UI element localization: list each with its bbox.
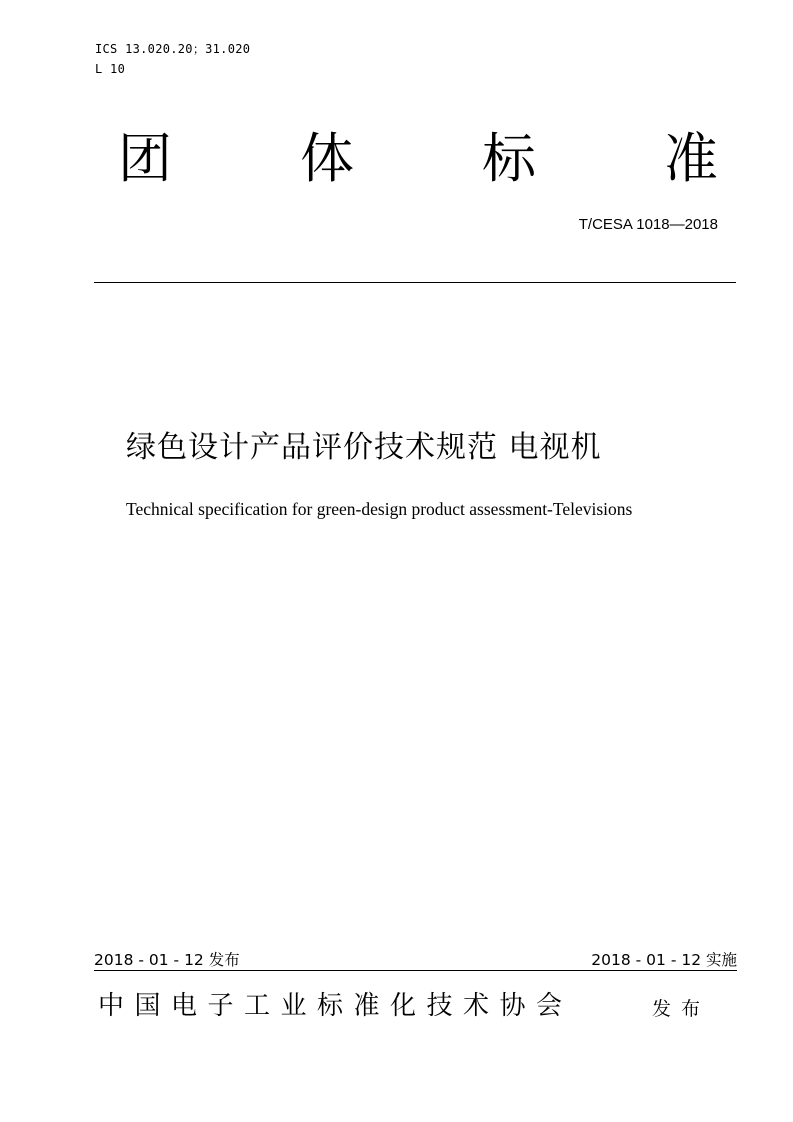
standard-type-char: 团 [118,127,172,190]
standard-type-char: 标 [482,127,536,190]
ccs-code: L 10 [95,62,126,76]
issue-date: 2018 - 01 - 12 发布 [94,951,240,969]
standard-type-heading [118,128,718,190]
ics-code: ICS 13.020.20；31.020 [95,42,251,56]
bottom-divider [94,970,737,971]
implementation-date: 2018 - 01 - 12 实施 [591,951,737,969]
top-divider [94,282,736,283]
standard-type-char: 准 [664,127,718,190]
standard-number: T/CESA 1018—2018 [578,216,718,233]
chinese-title: 绿色设计产品评价技术规范 电视机 [126,430,602,465]
standard-type-char: 体 [300,127,354,190]
publish-label: 发布 [652,998,711,1020]
english-title: Technical specification for green-design product assessment-Televisions [126,499,633,519]
publisher-name: 中国电子工业标准化技术协会 [98,991,573,1021]
